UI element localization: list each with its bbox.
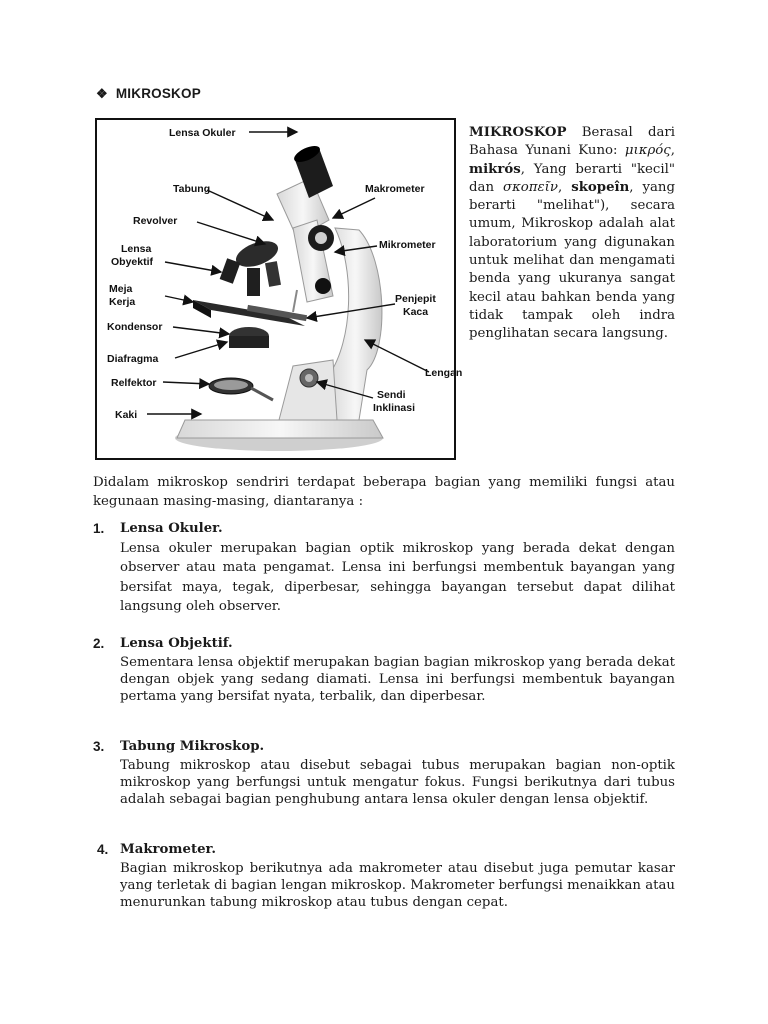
- greek-word: σκοπεῖν: [503, 179, 558, 195]
- microscope-diagram: [97, 120, 463, 462]
- section-heading: [96, 86, 201, 102]
- label-lensa: Lensa: [121, 243, 152, 255]
- item-text: Lensa okuler merupakan bagian optik mikroskop yang berada dekat dengan observer atau mata pengamat. Lensa ini berfungsi membentuk bayangan yang bersifat maya, tegak, diperbesar, sehingga bayangan tersebut dapat dilihat langsung oleh observer.: [120, 541, 675, 615]
- section-title: MIKROSKOP: [115, 86, 201, 101]
- label-meja: Meja: [109, 283, 133, 295]
- label-revolver: Revolver: [133, 215, 178, 227]
- label-penjepit: Penjepit: [395, 293, 436, 305]
- intro-term: MIKROSKOP: [469, 125, 567, 140]
- label-mikrometer: Mikrometer: [379, 239, 436, 251]
- item-title: Lensa Okuler.: [120, 521, 223, 536]
- label-kondensor: Kondensor: [107, 321, 163, 333]
- intro-paragraph: [469, 124, 675, 344]
- item-text: Tabung mikroskop atau disebut sebagai tubus merupakan bagian non-optik mikroskop yang berfungsi untuk mengatur fokus. Fungsi berikutnya dari tubus adalah sebagai bagian penghubung antara lensa okuler dengan lensa objektif.: [120, 758, 675, 808]
- item-text: Sementara lensa objektif merupakan bagian bagian mikroskop yang berada dekat dengan objek yang sedang diamati. Lensa ini berfungsi membentuk bayangan pertama yang bersifat nyata, terbalik, dan diperbesar.: [120, 655, 675, 705]
- parts-intro-paragraph: Didalam mikroskop sendriri terdapat beberapa bagian yang memiliki fungsi atau kegunaan masing-masing, diantaranya :: [93, 475, 675, 509]
- item-number: 3.: [93, 739, 105, 754]
- label-relfektor: Relfektor: [111, 377, 157, 389]
- intro-text: , Yang berarti "kecil" dan: [469, 161, 675, 195]
- list-item: [93, 739, 675, 829]
- intro-text: ,: [557, 179, 572, 195]
- label-kaca: Kaca: [403, 306, 429, 318]
- label-makrometer: Makrometer: [365, 183, 425, 195]
- label-inklinasi: Inklinasi: [373, 402, 416, 414]
- list-item: [93, 521, 675, 621]
- intro-text: , yang berarti "melihat"), secara umum, Mikroskop adalah alat laboratorium yang digunakan untuk melihat dan mengamati benda yang ukuranya sangat kecil atau bahkan benda yang tidak tampak oleh indra penglihatan secara langsung.: [469, 179, 675, 342]
- label-sendi: Sendi: [377, 389, 406, 401]
- label-lensa-okuler: Lensa Okuler: [169, 127, 236, 139]
- diamond-bullet-icon: ❖: [96, 86, 108, 101]
- list-item: [93, 636, 675, 726]
- callout-labels: [107, 127, 462, 421]
- greek-word: μικρός: [624, 143, 671, 159]
- label-kerja: Kerja: [109, 296, 136, 308]
- microscope-figure: [95, 118, 463, 460]
- transliteration: skopeîn: [571, 179, 630, 195]
- item-number: 4.: [97, 842, 109, 857]
- item-number: 1.: [93, 521, 105, 536]
- item-number: 2.: [93, 636, 105, 651]
- item-title: Tabung Mikroskop.: [120, 739, 265, 754]
- label-lengan: Lengan: [425, 367, 463, 379]
- label-diafragma: Diafragma: [107, 353, 159, 365]
- intro-text: Berasal dari Bahasa Yunani Kuno:: [469, 125, 675, 159]
- list-item: [93, 842, 675, 932]
- label-obyektif: Obyektif: [111, 256, 154, 268]
- label-tabung: Tabung: [173, 183, 211, 195]
- item-text: Bagian mikroskop berikutnya ada makrometer atau disebut juga pemutar kasar yang terletak di bagian lengan mikroskop. Makrometer berfungsi menaikkan atau menurunkan tabung mikroskop atau tubus dengan cepat.: [120, 861, 675, 911]
- intro-text: ,: [670, 143, 675, 159]
- item-title: Lensa Objektif.: [120, 636, 233, 651]
- transliteration: mikrós: [469, 161, 521, 177]
- item-title: Makrometer.: [120, 842, 216, 857]
- label-kaki: Kaki: [115, 409, 138, 421]
- callout-arrows: [147, 132, 429, 414]
